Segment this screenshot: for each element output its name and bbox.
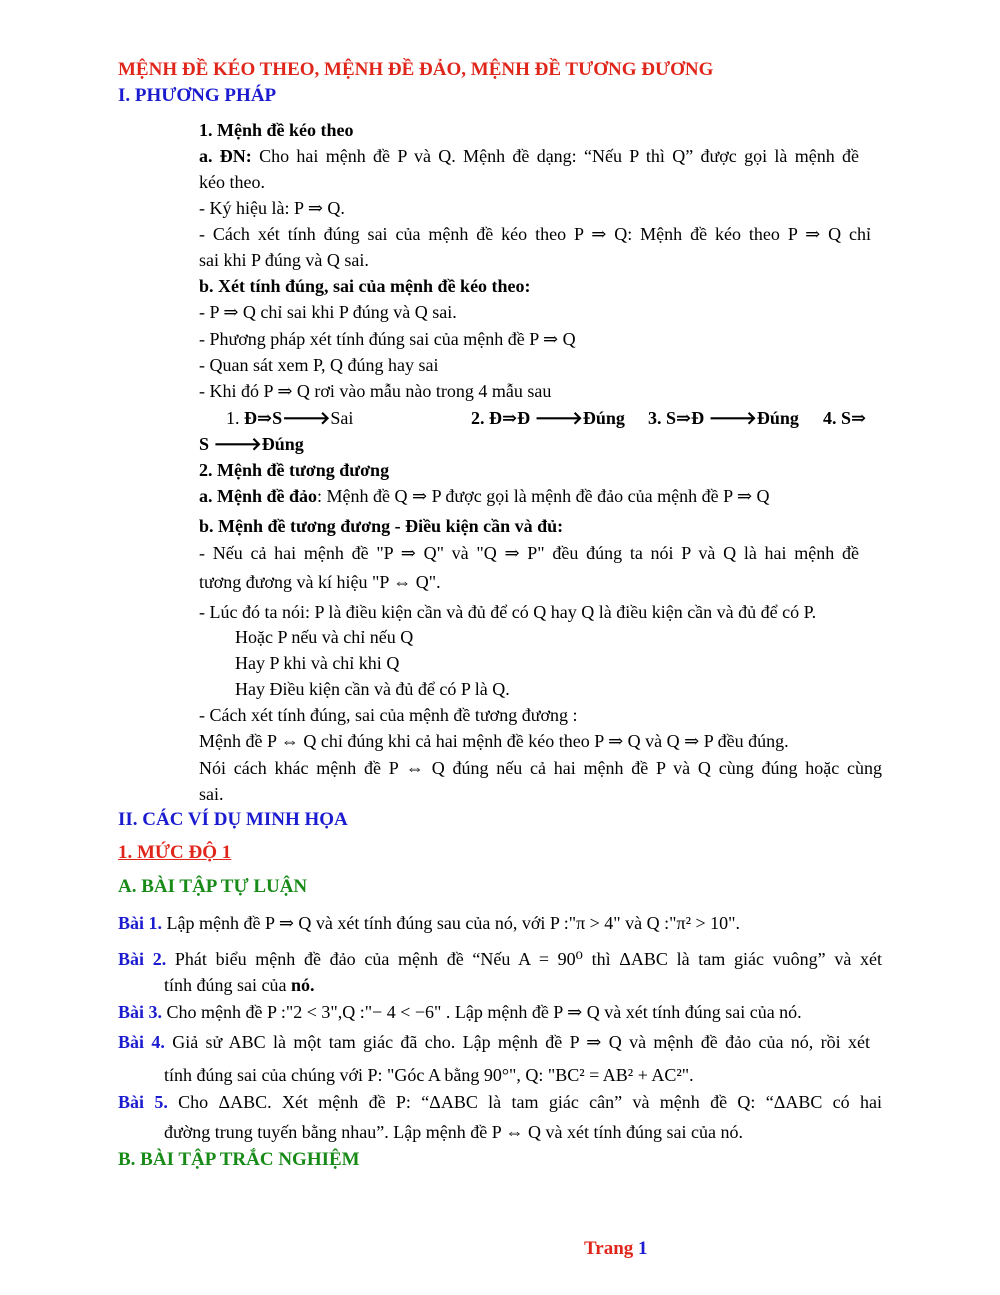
footer-label: Trang: [584, 1238, 634, 1259]
bullet-line: - P ⇒ Q chỉ sai khi P đúng và Q sai.: [199, 302, 457, 322]
exercise-label: Bài 5.: [118, 1092, 168, 1112]
exercise-text-bold: nó.: [290, 975, 315, 995]
exercise-text: Lập mệnh đề P ⇒ Q và xét tính đúng sau của nó, với P :"π > 4" và Q :"π² > 10".: [162, 913, 740, 933]
bullet-line: - Quan sát xem P, Q đúng hay sai: [199, 355, 439, 375]
check-line-cont: sai khi P đúng và Q sai.: [199, 250, 369, 270]
definition-text: Cho hai mệnh đề P và Q. Mệnh đề dạng: “Nếu P thì Q” được gọi là mệnh đề: [251, 146, 860, 166]
definition-text-cont: kéo theo.: [199, 172, 265, 192]
subheading-implication: 1. Mệnh đề kéo theo: [199, 120, 354, 140]
exercise-4-cont: tính đúng sai của chúng với P: "Góc A bằng 90°", Q: "BC² = AB² + AC²".: [164, 1065, 694, 1085]
exercise-3: [118, 1000, 802, 1024]
equivalence-line-cont: tương đương và kí hiệu "P ⇔ Q".: [199, 572, 441, 592]
check-line: - Cách xét tính đúng sai của mệnh đề kéo theo P ⇒ Q: Mệnh đề kéo theo P ⇒ Q chỉ: [199, 224, 871, 244]
exercise-text-cont: tính đúng sai của: [164, 975, 291, 995]
equivalence-rule: Mệnh đề P ⇔ Q chỉ đúng khi cả hai mệnh đề kéo theo P ⇒ Q và Q ⇒ P đều đúng.: [199, 731, 789, 751]
subheading-truth-implication: b. Xét tính đúng, sai của mệnh đề kéo theo:: [199, 276, 531, 296]
case-4-cont: S 🡒Đúng: [199, 434, 304, 454]
page-footer: [584, 1237, 648, 1261]
part-a-heading: A. BÀI TẬP TỰ LUẬN: [118, 876, 308, 897]
definition-label: a. ĐN:: [199, 146, 252, 166]
equivalence-rule-alt-cont: sai.: [199, 784, 224, 804]
equivalence-rule-alt: Nói cách khác mệnh đề P ⇔ Q đúng nếu cả hai mệnh đề P và Q cùng đúng hoặc cùng: [199, 758, 882, 778]
exercise-text: Cho mệnh đề P :"2 < 3",Q :"− 4 < −6" . Lập mệnh đề P ⇒ Q và xét tính đúng sai của nó.: [162, 1002, 802, 1022]
exercise-2: [118, 947, 882, 971]
definition-line: [199, 144, 859, 168]
exercise-2-cont: [164, 973, 315, 997]
exercise-label: Bài 1.: [118, 913, 163, 933]
level-heading: 1. MỨC ĐỘ 1: [118, 842, 232, 863]
symbol-line: - Ký hiệu là: P ⇒ Q.: [199, 198, 345, 218]
exercise-4: [118, 1030, 870, 1054]
bullet-line: - Khi đó P ⇒ Q rơi vào mẫu nào trong 4 mẫu sau: [199, 381, 552, 401]
exercise-5: [118, 1090, 882, 1114]
section-heading-examples: II. CÁC VÍ DỤ MINH HỌA: [118, 809, 348, 830]
section-heading-method: I. PHƯƠNG PHÁP: [118, 85, 277, 106]
equivalence-alt: Hoặc P nếu và chỉ nếu Q: [235, 627, 414, 647]
case-1-result: Sai: [330, 408, 354, 428]
page-number: 1: [638, 1238, 648, 1259]
exercise-1: [118, 911, 740, 935]
subheading-equivalence: 2. Mệnh đề tương đương: [199, 460, 390, 480]
equivalence-alt: Hay P khi và chỉ khi Q: [235, 653, 400, 673]
part-b-heading: B. BÀI TẬP TRẮC NGHIỆM: [118, 1149, 360, 1170]
case-4: 4. S⇒: [823, 408, 867, 428]
case-2: 2. Đ⇒Đ 🡒Đúng: [471, 408, 625, 428]
bullet-line: - Phương pháp xét tính đúng sai của mệnh đề P ⇒ Q: [199, 329, 576, 349]
exercise-label: Bài 3.: [118, 1002, 163, 1022]
exercise-5-cont: đường trung tuyến bằng nhau”. Lập mệnh đề P ⇔ Q và xét tính đúng sai của nó.: [164, 1122, 743, 1142]
case-1-number: 1.: [226, 408, 244, 428]
equivalence-alt: Hay Điều kiện cần và đủ để có P là Q.: [235, 679, 510, 699]
exercise-text: Giả sử ABC là một tam giác đã cho. Lập mệnh đề P ⇒ Q và mệnh đề đảo của nó, rồi xét: [164, 1032, 870, 1052]
case-3: 3. S⇒Đ 🡒Đúng: [648, 408, 799, 428]
equivalence-statement: - Lúc đó ta nói: P là điều kiện cần và đủ để có Q hay Q là điều kiện cần và đủ để có P.: [199, 602, 817, 622]
equivalence-line: - Nếu cả hai mệnh đề "P ⇒ Q" và "Q ⇒ P" đều đúng ta nói P và Q là hai mệnh đề: [199, 543, 859, 563]
exercise-text: Cho ΔABC. Xét mệnh đề P: “ΔABC là tam giác cân” và mệnh đề Q: “ΔABC có hai: [167, 1092, 882, 1112]
exercise-text: Phát biểu mệnh đề đảo của mệnh đề “Nếu A = 90⁰ thì ΔABC là tam giác vuông” và xét: [166, 949, 882, 969]
converse-text: : Mệnh đề Q ⇒ P được gọi là mệnh đề đảo của mệnh đề P ⇒ Q: [317, 486, 770, 506]
subheading-necessary-sufficient: b. Mệnh đề tương đương - Điều kiện cần và đủ:: [199, 516, 564, 536]
converse-line: [199, 484, 770, 508]
page-title: MỆNH ĐỀ KÉO THEO, MỆNH ĐỀ ĐẢO, MỆNH ĐỀ TƯƠNG ĐƯƠNG: [118, 59, 714, 80]
converse-label: a. Mệnh đề đảo: [199, 486, 318, 506]
case-1: [226, 406, 353, 430]
case-1-pattern: Đ⇒S🡒: [244, 408, 331, 428]
exercise-label: Bài 4.: [118, 1032, 165, 1052]
equivalence-method: - Cách xét tính đúng, sai của mệnh đề tương đương :: [199, 705, 578, 725]
exercise-label: Bài 2.: [118, 949, 167, 969]
